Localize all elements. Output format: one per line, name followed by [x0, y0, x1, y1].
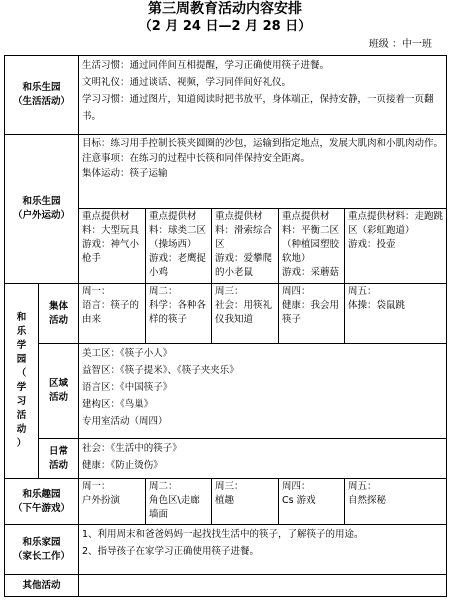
- region-line: 建构区：《鸟巢》: [82, 399, 154, 410]
- group-activity-day: 周二： 科学：各种各样的筷子: [146, 284, 212, 344]
- outdoor-goals: [79, 135, 447, 209]
- outdoor-group-game: 集体运动：筷子运输: [82, 168, 168, 179]
- learning-section-label: 和 乐 学 园 （ 学 习 活 动 ）: [5, 284, 39, 479]
- group-activity-label: 集体 活动: [39, 284, 79, 344]
- daily-activity-content: [79, 439, 447, 479]
- region-line: 专用室活动（周四）: [82, 416, 168, 427]
- afternoon-game-day: 周五： 自然探秘: [345, 479, 447, 525]
- schedule-table: [4, 55, 447, 597]
- other-section-label: 其他活动: [5, 575, 79, 597]
- outdoor-area: 重点提供材料：滑索综合区 游戏：爱攀爬的小老鼠: [212, 209, 279, 284]
- group-activity-day: 周五： 体操：袋鼠跳: [345, 284, 447, 344]
- family-content: [79, 525, 447, 575]
- afternoon-game-day: 周一： 户外扮演: [79, 479, 146, 525]
- afternoon-game-day: 周二： 角色区\走廊墙面: [146, 479, 212, 525]
- afternoon-game-day: 周四： Cs 游戏: [279, 479, 345, 525]
- class-label: 班级 ：中一班: [368, 39, 432, 50]
- outdoor-area: 重点提供材料：平衡二区（种植园塑胶软地） 游戏：采蘑菇: [279, 209, 345, 284]
- region-line: 益智区：《筷子提米》、《筷子夹夹乐》: [82, 365, 239, 376]
- outdoor-area: 重点提供材料：大型玩具 游戏：神气小枪手: [79, 209, 146, 284]
- region-line: 美工区：《筷子小人》: [82, 348, 173, 359]
- family-section-label: 和乐家园 （家长工作）: [5, 525, 79, 575]
- region-activity-label: 区域 活动: [39, 344, 79, 439]
- life-content: [79, 56, 447, 135]
- other-content: [79, 575, 447, 597]
- outdoor-goal: 目标：练习用手控制长筷夹圆圈的沙包，运输到指定地点，发展大肌肉和小肌肉动作。: [82, 138, 444, 149]
- daily-line: 社会：《生活中的筷子》: [82, 443, 182, 454]
- outdoor-area: 重点提供材料：球类二区（操场西） 游戏：老鹰捉小鸡: [146, 209, 212, 284]
- life-section-label: 和乐生园 （生活活动）: [5, 56, 79, 135]
- outdoor-note: 注意事项：在练习的过程中长筷和同伴保持安全距离。: [82, 153, 311, 164]
- fun-section-label: 和乐趣园 （下午游戏）: [5, 479, 79, 525]
- outdoor-area: 重点提供材料：走跑跳区（彩虹跑道） 游戏：投壶: [345, 209, 447, 284]
- family-line: 1、利用周末和爸爸妈妈一起找找生活中的筷子，了解筷子的用途。: [82, 529, 364, 540]
- life-line: 文明礼仪：通过谈话、视频，学习同伴间好礼仪。: [82, 77, 292, 88]
- family-line: 2、指导孩子在家学习正确使用筷子进餐。: [82, 546, 260, 557]
- page-title: 第三周教育活动内容安排: [148, 1, 302, 17]
- afternoon-game-day: 周三： 植趣: [212, 479, 279, 525]
- daily-activity-label: 日常 活动: [39, 439, 79, 479]
- outdoor-section-label: 和乐生园 （户外运动）: [5, 135, 79, 284]
- life-line: 生活习惯：通过同伴间互相提醒，学习正确使用筷子进餐。: [82, 60, 330, 71]
- daily-line: 健康：《防止烫伤》: [82, 460, 163, 471]
- life-line: 学习习惯：通过图片，知道阅读时把书放平，身体端正，保持安静，一页接着一页翻书。: [82, 94, 434, 122]
- group-activity-day: 周三： 社会：用筷礼仪我知道: [212, 284, 279, 344]
- date-range: （2 月 24 日—2 月 28 日）: [138, 19, 312, 34]
- region-line: 语言区：《中国筷子》: [82, 382, 173, 393]
- group-activity-day: 周四： 健康：我会用筷子: [279, 284, 345, 344]
- group-activity-day: 周一： 语言：筷子的由来: [79, 284, 146, 344]
- region-activity-content: [79, 344, 447, 439]
